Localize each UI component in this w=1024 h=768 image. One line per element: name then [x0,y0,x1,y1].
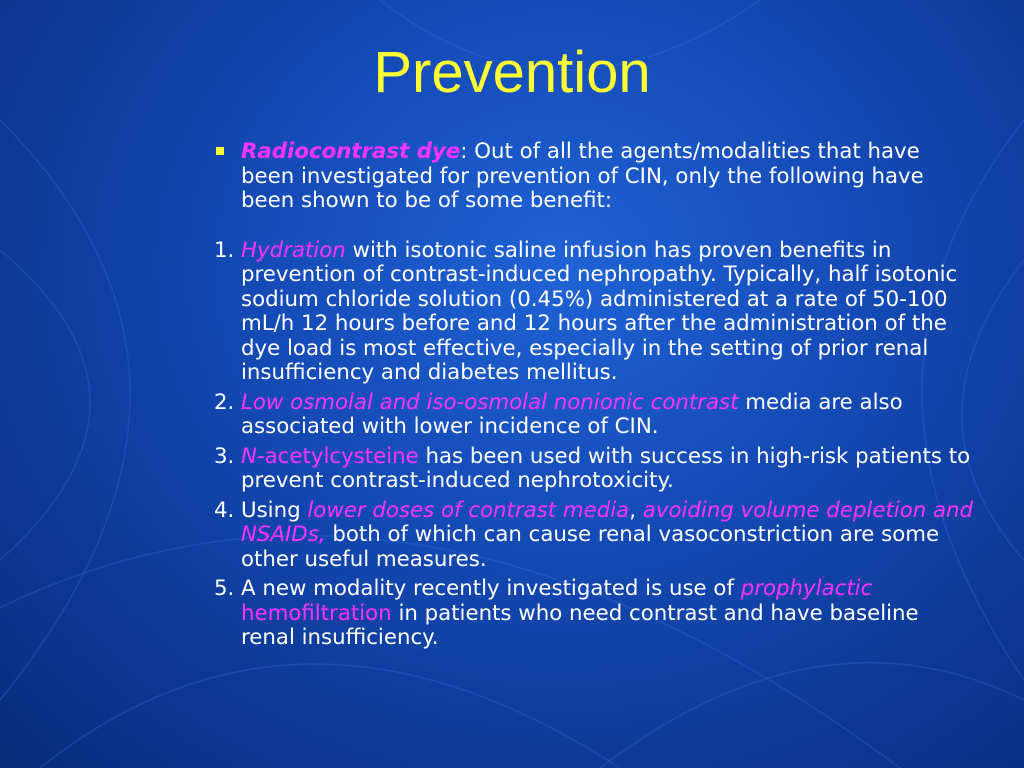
item-term: Hydration [241,237,346,263]
slide-title: Prevention [373,40,651,105]
list-item-1 [214,239,974,386]
item-term-italic: N [241,443,257,469]
item-number: 4. [214,497,235,523]
item-number: 3. [214,443,235,469]
item-term-2: avoiding volume depletion and NSAIDs, [241,497,974,547]
item-text: has been used with success in high-risk patients to prevent contrast-induced nephrotoxicity. [241,443,971,493]
item-term-2: hemofiltration [241,600,392,626]
item-text: media are also associated with lower incidence of CIN. [241,389,903,439]
intro-bullet [214,140,974,214]
item-lead: A new modality recently investigated is use of [241,576,741,601]
item-number: 5. [214,576,235,601]
list-item-2 [214,391,974,440]
list-item-5 [214,577,974,651]
item-number: 2. [214,389,235,415]
item-text: with isotonic saline infusion has proven benefits in prevention of contrast-induced nephropathy. Typically, half isotonic sodium chloride solution (0.45%) administered at a rate of 50-100 mL/h 12 hours before and 12 hours after the administration of the dye load is most effective, especially in the setting of prior renal insufficiency and diabetes mellitus. [241,237,958,385]
item-separator: , [629,497,643,523]
item-term: -acetylcysteine [256,443,419,469]
item-lead: Using [241,497,308,523]
list-item-4 [214,499,974,573]
square-bullet-icon [216,147,224,155]
item-term: Low osmolal and iso-osmolal nonionic contrast [241,389,739,415]
item-text: in patients who need contrast and have baseline renal insufficiency. [241,600,919,650]
slide-body [214,140,974,651]
item-term-1: lower doses of contrast media [307,497,630,523]
list-item-3 [214,445,974,494]
item-term-1: prophylactic [740,576,873,601]
intro-text: : Out of all the agents/modalities that have been investigated for prevention of CIN, only the following have been shown to be of some benefit: [241,139,924,213]
item-number: 1. [214,237,235,263]
intro-term: Radiocontrast dye [241,139,461,164]
item-text: both of which can cause renal vasoconstriction are some other useful measures. [241,522,940,572]
